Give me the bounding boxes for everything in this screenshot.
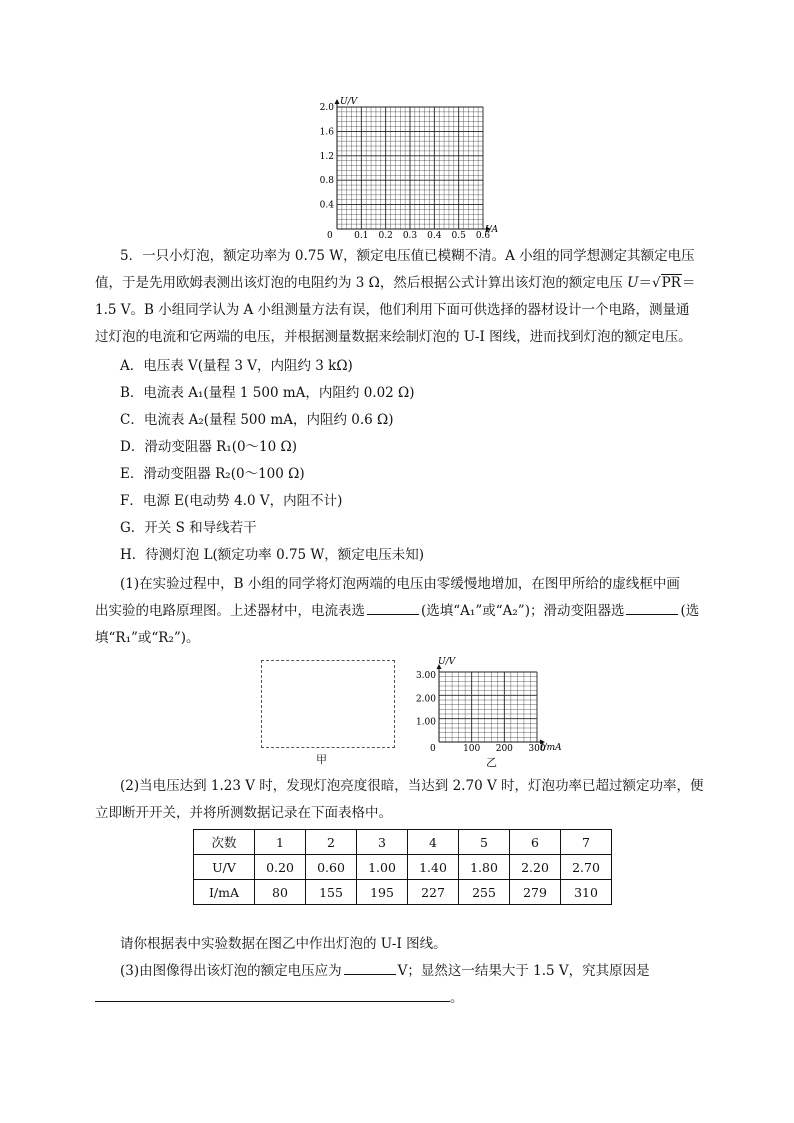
problem-line-3: 1.5 V。B 小组同学认为 A 小组测量方法有误，他们利用下面可供选择的器材设计一个电路，测量通 (95, 302, 690, 318)
table-cell: 0.20 (255, 855, 306, 880)
table-cell: 2 (306, 830, 357, 855)
graph-yi-x-label: I/mA (540, 743, 562, 753)
top-graph-x-label: I/A (485, 225, 499, 235)
figure-yi-caption: 乙 (486, 756, 497, 769)
table-cell: U/V (194, 855, 255, 880)
q1-line-2 (95, 601, 699, 621)
table-row (194, 880, 612, 905)
option-d: D．滑动变阻器 R₁(0～10 Ω) (120, 439, 297, 455)
q3-line-2-end: 。 (450, 990, 464, 1006)
problem-line-2 (95, 273, 695, 293)
graph-yi-x-tick: 300 (528, 744, 546, 754)
table-row (194, 855, 612, 880)
graph-yi-x-tick: 100 (463, 744, 481, 754)
q3-line-1 (120, 961, 650, 981)
table-cell: 155 (306, 880, 357, 905)
table-cell: 195 (357, 880, 408, 905)
formula-u: U (627, 275, 639, 291)
sqrt-formula: √PR (652, 275, 681, 291)
top-graph-y-tick: 2.0 (319, 103, 334, 113)
top-graph-y-tick: 1.6 (319, 127, 334, 138)
q1-line-3: 填“R₁”或“R₂”)。 (95, 630, 200, 646)
q1-line-2-b: (选填“A₁”或“A₂”)；滑动变阻器选 (421, 603, 625, 619)
option-f: F．电源 E(电动势 4.0 V，内阻不计) (120, 493, 343, 509)
problem-line-1: 5．一只小灯泡，额定功率为 0.75 W，额定电压值已模糊不清。A 小组的同学想测定其额定电压 (120, 248, 695, 264)
table-cell: 4 (408, 830, 459, 855)
q2-line-2: 立即断开开关，并将所测数据记录在下面表格中。 (95, 805, 392, 821)
top-graph-y-label: U/V (340, 97, 358, 107)
table-cell: I/mA (194, 880, 255, 905)
table-cell: 1 (255, 830, 306, 855)
reason-answer-blank[interactable] (95, 988, 450, 1002)
table-cell: 1.80 (459, 855, 510, 880)
graph-yi-y-tick: 1.00 (415, 717, 436, 728)
q2-line-1: (2)当电压达到 1.23 V 时，发现灯泡亮度很暗，当达到 2.70 V 时，灯泡功率已超过额定功率，便 (120, 778, 704, 794)
rheostat-answer-blank[interactable] (626, 601, 678, 615)
table-cell: 7 (561, 830, 612, 855)
formula-radicand: PR (661, 275, 681, 291)
graph-yi-origin: 0 (430, 744, 436, 754)
graph-yi (408, 655, 578, 767)
top-graph-x-tick: 0.1 (354, 231, 369, 241)
table-cell: 0.60 (306, 855, 357, 880)
q1-line-1: (1)在实验过程中，B 小组的同学将灯泡两端的电压由零缓慢地增加，在图甲所给的虚线框中画 (120, 576, 680, 592)
formula-eq: ＝ (638, 275, 653, 291)
table-header-row (194, 830, 612, 855)
table-cell: 310 (561, 880, 612, 905)
top-graph-y-tick: 0.8 (319, 176, 334, 187)
graph-yi-y-tick: 3.00 (415, 671, 436, 681)
q3-line-1-b: V；显然这一结果大于 1.5 V，究其原因是 (397, 963, 650, 979)
q1-line-2-c: (选 (680, 603, 700, 619)
table-cell: 2.20 (510, 855, 561, 880)
top-graph-y-arrow-icon (335, 99, 340, 104)
problem-line-4: 过灯泡的电流和它两端的电压，并根据测量数据来绘制灯泡的 U-I 图线，进而找到灯泡的额定电压。 (95, 329, 692, 345)
top-graph-y-tick: 1.2 (319, 151, 334, 162)
table-cell: 1.40 (408, 855, 459, 880)
top-graph-origin: 0 (327, 231, 333, 241)
graph-yi-x-tick: 200 (495, 744, 513, 754)
top-graph-x-tick: 0.3 (402, 231, 418, 241)
option-a: A．电压表 V(量程 3 V，内阻约 3 kΩ) (120, 358, 353, 374)
table-cell: 3 (357, 830, 408, 855)
circuit-drawing-box[interactable] (261, 660, 395, 748)
top-graph (310, 95, 510, 245)
option-h: H．待测灯泡 L(额定功率 0.75 W，额定电压未知) (120, 547, 425, 563)
table-cell: 1.00 (357, 855, 408, 880)
graph-yi-y-label: U/V (438, 657, 456, 667)
formula-eq2: ＝ (681, 275, 696, 291)
graph-yi-grid (437, 664, 546, 745)
option-e: E．滑动变阻器 R₂(0～100 Ω) (120, 466, 305, 482)
table-cell: 6 (510, 830, 561, 855)
top-graph-grid (335, 99, 492, 232)
ammeter-answer-blank[interactable] (367, 601, 419, 615)
voltage-answer-blank[interactable] (344, 961, 396, 975)
data-table (193, 829, 612, 905)
table-cell: 227 (408, 880, 459, 905)
q3-line-2 (95, 988, 464, 1008)
top-graph-x-tick: 0.6 (475, 231, 491, 241)
top-graph-x-tick: 0.4 (427, 231, 442, 241)
figure-jia-caption: 甲 (316, 753, 327, 766)
table-cell: 2.70 (561, 855, 612, 880)
q3-line-1-a: (3)由图像得出该灯泡的额定电压应为 (120, 963, 342, 979)
q2-after-line: 请你根据表中实验数据在图乙中作出灯泡的 U-I 图线。 (120, 936, 447, 952)
top-graph-x-tick: 0.2 (378, 231, 393, 241)
table-cell: 255 (459, 880, 510, 905)
table-cell: 5 (459, 830, 510, 855)
table-cell: 次数 (194, 830, 255, 855)
graph-yi-y-tick: 2.00 (415, 694, 436, 705)
top-graph-y-tick: 0.4 (319, 200, 334, 211)
table-cell: 80 (255, 880, 306, 905)
top-graph-x-tick: 0.5 (451, 231, 466, 241)
option-c: C．电流表 A₂(量程 500 mA，内阻约 0.6 Ω) (120, 412, 394, 428)
option-g: G．开关 S 和导线若干 (120, 520, 257, 536)
q1-line-2-a: 出实验的电路原理图。上述器材中，电流表选 (95, 603, 365, 619)
problem-line-2-text: 值，于是先用欧姆表测出该灯泡的电阻约为 3 Ω，然后根据公式计算出该灯泡的额定电压 (95, 275, 628, 291)
table-cell: 279 (510, 880, 561, 905)
option-b: B．电流表 A₁(量程 1 500 mA，内阻约 0.02 Ω) (120, 385, 415, 401)
